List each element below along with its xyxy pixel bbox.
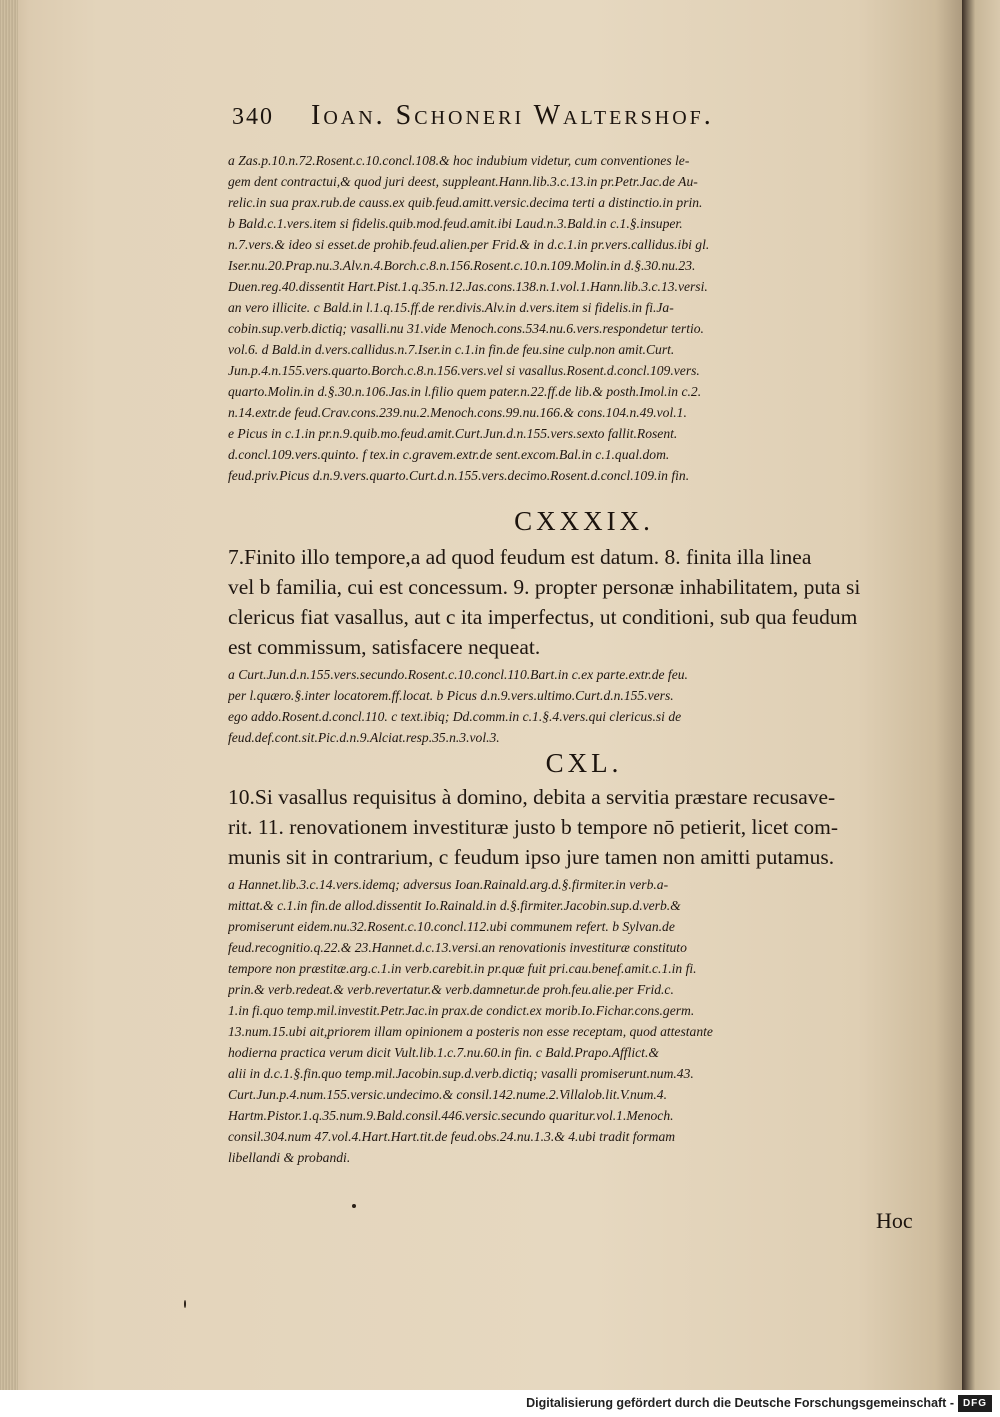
footnote-line: alii in d.c.1.§.fin.quo temp.mil.Jacobin.sup.d.verb.dictiq; vasalli promiserunt.num.43. bbox=[228, 1066, 694, 1081]
ink-speck bbox=[352, 1204, 356, 1208]
footnote-line: Jun.p.4.n.155.vers.quarto.Borch.c.8.n.156.vers.vel si vasallus.Rosent.d.concl.109.vers. bbox=[228, 363, 700, 378]
footnote-line: libellandi & probandi. bbox=[228, 1150, 351, 1165]
footnote-line: d.concl.109.vers.quinto. f tex.in c.gravem.extr.de sent.excom.Bal.in c.1.qual.dom. bbox=[228, 447, 670, 462]
section-body-cxxxix bbox=[228, 542, 940, 662]
page-stack-edge bbox=[0, 0, 18, 1390]
footnote-line: promiserunt eidem.nu.32.Rosent.c.10.concl.112.ubi communem refert. b Sylvan.de bbox=[228, 919, 675, 934]
footnote-line: an vero illicite. c Bald.in l.1.q.15.ff.de rer.divis.Alv.in d.vers.item si fidelis.in fi.Ja- bbox=[228, 300, 674, 315]
footnote-line: mittat.& c.1.in fin.de allod.dissentit Io.Rainald.in d.§.firmiter.Jacobin.sup.d.verb.& bbox=[228, 898, 681, 913]
footnote-line: Iser.nu.20.Prap.nu.3.Alv.n.4.Borch.c.8.n.156.Rosent.c.10.n.109.Molin.in d.§.30.nu.23. bbox=[228, 258, 696, 273]
footnote-line: Hartm.Pistor.1.q.35.num.9.Bald.consil.446.versic.secundo quaritur.vol.1.Menoch. bbox=[228, 1108, 674, 1123]
footnote-line: feud.def.cont.sit.Pic.d.n.9.Alciat.resp.35.n.3.vol.3. bbox=[228, 730, 500, 745]
footnote-line: ego addo.Rosent.d.concl.110. c text.ibiq; Dd.comm.in c.1.§.4.vers.qui clericus.si de bbox=[228, 709, 682, 724]
footnote-line: hodierna practica verum dicit Vult.lib.1.c.7.nu.60.in fin. c Bald.Prapo.Afflict.& bbox=[228, 1045, 659, 1060]
footnote-line: tempore non præstitæ.arg.c.1.in verb.carebit.in pr.quæ fuit pri.cau.benef.amit.c.1.in fi. bbox=[228, 961, 697, 976]
adjacent-page-edge bbox=[962, 0, 1000, 1390]
section-body-cxl bbox=[228, 782, 940, 872]
page-header bbox=[232, 100, 872, 140]
catchword: Hoc bbox=[876, 1208, 913, 1233]
body-line: 10.Si vasallus requisitus à domino, debita a servitia præstare recusave- bbox=[228, 785, 836, 809]
body-line: rit. 11. renovationem investituræ justo b tempore nō petierit, licet com- bbox=[228, 815, 839, 839]
footnotes-cxl bbox=[228, 874, 940, 1168]
footnotes-cxxxix bbox=[228, 664, 940, 748]
footnote-line: gem dent contractui,& quod juri deest, suppleant.Hann.lib.3.c.13.in pr.Petr.Jac.de Au- bbox=[228, 174, 698, 189]
footnote-line: quarto.Molin.in d.§.30.n.106.Jas.in l.filio quem pater.n.22.ff.de lib.& posth.Imol.in c.2. bbox=[228, 384, 702, 399]
footnote-line: prin.& verb.redeat.& verb.revertatur.& verb.damnetur.de proh.feu.alie.per Frid.c. bbox=[228, 982, 674, 997]
footnote-line: feud.recognitio.q.22.& 23.Hannet.d.c.13.versi.an renovationis investituræ constituto bbox=[228, 940, 687, 955]
digitization-footer bbox=[0, 1390, 1000, 1417]
body-line: munis sit in contrarium, c feudum ipso jure tamen non amitti putamus. bbox=[228, 845, 835, 869]
footnote-line: Curt.Jun.p.4.num.155.versic.undecimo.& consil.142.nume.2.Villalob.lit.V.num.4. bbox=[228, 1087, 667, 1102]
footnote-line: 1.in fi.quo temp.mil.investit.Petr.Jac.in prax.de condict.ex morib.Io.Fichar.cons.germ. bbox=[228, 1003, 695, 1018]
footnote-line: a Zas.p.10.n.72.Rosent.c.10.concl.108.& hoc indubium videtur, cum conventiones le- bbox=[228, 153, 690, 168]
footnote-line: feud.priv.Picus d.n.9.vers.quarto.Curt.d.n.155.vers.decimo.Rosent.d.concl.109.in fin. bbox=[228, 468, 690, 483]
body-line: vel b familia, cui est concessum. 9. propter personæ inhabilitatem, puta si bbox=[228, 575, 861, 599]
page-number: 340 bbox=[232, 104, 274, 130]
footnote-line: relic.in sua prax.rub.de causs.ex quib.feud.amitt.versic.decima terti a distinctio.in prin. bbox=[228, 195, 703, 210]
body-line: est commissum, satisfacere nequeat. bbox=[228, 635, 541, 659]
running-head: Ioan. Schoneri Waltershof. bbox=[311, 100, 714, 131]
footnotes-top bbox=[228, 150, 940, 486]
footnote-line: n.14.extr.de feud.Crav.cons.239.nu.2.Menoch.cons.99.nu.166.& cons.104.n.49.vol.1. bbox=[228, 405, 687, 420]
body-line: 7.Finito illo tempore,a ad quod feudum est datum. 8. finita illa linea bbox=[228, 545, 812, 569]
footnote-line: Duen.reg.40.dissentit Hart.Pist.1.q.35.n.12.Jas.cons.138.n.1.vol.1.Hann.lib.3.c.13.versi. bbox=[228, 279, 708, 294]
footnote-line: b Bald.c.1.vers.item si fidelis.quib.mod.feud.amit.ibi Laud.n.3.Bald.in c.1.§.insuper. bbox=[228, 216, 683, 231]
footnote-line: a Curt.Jun.d.n.155.vers.secundo.Rosent.c.10.concl.110.Bart.in c.ex parte.extr.de feu. bbox=[228, 667, 688, 682]
dfg-logo: DFG bbox=[958, 1395, 992, 1412]
footnote-line: consil.304.num 47.vol.4.Hart.Hart.tit.de feud.obs.24.nu.1.3.& 4.ubi tradit formam bbox=[228, 1129, 676, 1144]
footnote-line: cobin.sup.verb.dictiq; vasalli.nu 31.vide Menoch.cons.534.nu.6.vers.respondetur tertio. bbox=[228, 321, 704, 336]
section-heading-cxxxix: CXXXIX. bbox=[514, 506, 654, 536]
funding-credit: Digitalisierung gefördert durch die Deutsche Forschungsgemeinschaft - bbox=[526, 1396, 954, 1410]
footnote-line: per l.quæro.§.inter locatorem.ff.locat. b Picus d.n.9.vers.ultimo.Curt.d.n.155.vers. bbox=[228, 688, 674, 703]
ink-speck bbox=[184, 1300, 186, 1308]
footnote-line: vol.6. d Bald.in d.vers.callidus.n.7.Iser.in c.1.in fin.de feu.sine culp.non amit.Curt. bbox=[228, 342, 675, 357]
footnote-line: 13.num.15.ubi ait,priorem illam opinionem a posteris non esse receptam, quod attestante bbox=[228, 1024, 713, 1039]
footnote-line: a Hannet.lib.3.c.14.vers.idemq; adversus Ioan.Rainald.arg.d.§.firmiter.in verb.a- bbox=[228, 877, 669, 892]
footnote-line: e Picus in c.1.in pr.n.9.quib.mo.feud.amit.Curt.Jun.d.n.155.vers.sexto fallit.Rosent. bbox=[228, 426, 678, 441]
body-line: clericus fiat vasallus, aut c ita imperfectus, ut conditioni, sub qua feudum bbox=[228, 605, 858, 629]
section-heading-cxl: CXL. bbox=[545, 748, 623, 778]
footnote-line: n.7.vers.& ideo si esset.de prohib.feud.alien.per Frid.& in d.c.1.in pr.vers.callidus.ibi gl. bbox=[228, 237, 710, 252]
